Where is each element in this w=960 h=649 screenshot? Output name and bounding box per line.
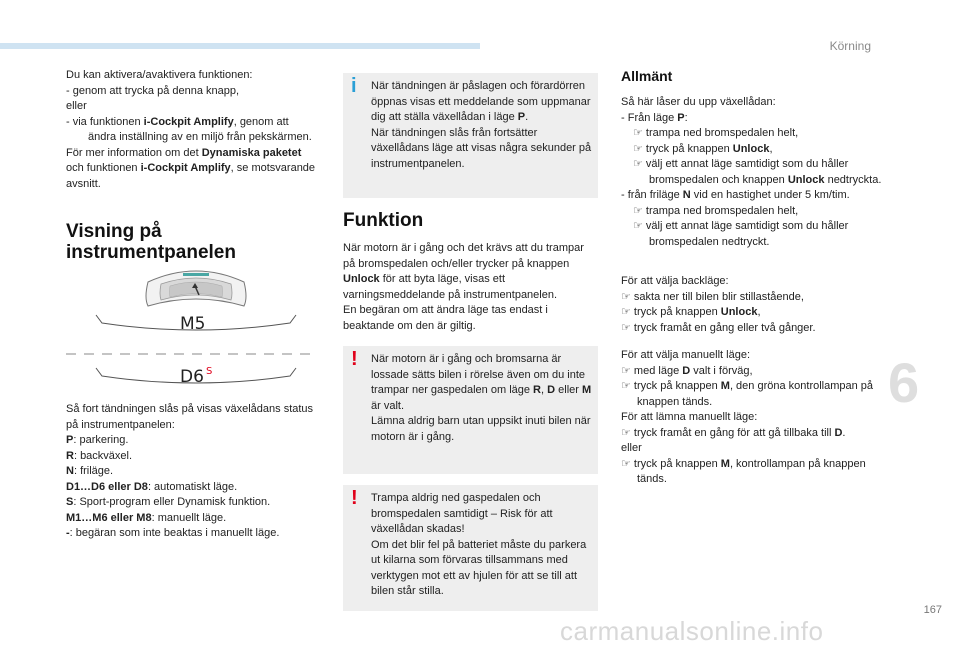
manual-intro: För att välja manuellt läge:	[621, 349, 751, 361]
function-text-2: En begäran om att ändra läge tas endast i beaktande om den är giltig.	[343, 304, 548, 332]
reverse-step-3: ☞ tryck framåt en gång eller två gånger.	[621, 321, 816, 334]
display-m-text: M5	[180, 314, 206, 334]
reverse-section	[621, 274, 883, 336]
manual-section	[621, 348, 883, 488]
reverse-step-1: ☞ sakta ner till bilen blir stillastående,	[621, 290, 804, 303]
reverse-step-2: ☞ tryck på knappen Unlock,	[621, 306, 761, 318]
display-d-text: D6	[180, 367, 204, 387]
function-heading: Funktion	[343, 210, 424, 231]
page-number: 167	[923, 604, 942, 616]
info-text: När tändningen är påslagen och förardörren öppnas visas ett meddelande som uppmanar dig att ställa växellådan i läge P. När tändningen slås från fortsätter växellådans läge att visas några sekunder på instrumentpanelen.	[371, 80, 592, 170]
pointer-bullet-icon: ☞	[633, 127, 643, 139]
leave-step-1: ☞ tryck framåt en gång för att gå tillbaka till D.	[621, 426, 846, 439]
general-heading: Allmänt	[621, 68, 673, 84]
watermark: carmanualsonline.info	[560, 616, 824, 646]
warning-icon: !	[351, 348, 358, 370]
or-text: eller	[66, 100, 87, 112]
status-n: N: friläge.	[66, 465, 114, 477]
function-body	[343, 241, 598, 334]
warning-text-1: När motorn är i gång och bromsarna är lossade sätts bilen i rörelse även om du inte trampar ner gaspedalen om läge R, D eller M är valt. Lämna aldrig barn utan uppsikt inuti bilen när motorn är i gång.	[371, 353, 592, 443]
status-p: P: parkering.	[66, 434, 129, 446]
status-intro: Så fort tändningen slås på visas växelådans status på instrumentpanelen:	[66, 403, 314, 431]
pointer-bullet-icon: ☞	[621, 290, 631, 303]
left-column	[66, 68, 316, 192]
section-title: Körning	[829, 39, 871, 53]
from-p-step-1: ☞ trampa ned bromspedalen helt,	[633, 127, 799, 139]
warning-box-1	[343, 346, 598, 474]
reverse-intro: För att välja backläge:	[621, 275, 729, 287]
from-n-step-2: ☞ välj ett annat läge samtidigt som du håller bromspedalen nedtryckt.	[633, 220, 849, 248]
from-n-step-1: ☞ trampa ned bromspedalen helt,	[633, 204, 799, 217]
warning-text-2: Trampa aldrig ned gaspedalen och bromspedalen samtidigt – Risk för att växellådan skadas! Om det blir fel på batteriet måste du parkera ut kilarna som förvaras tillsammans med verktygen mot ett av hjulen för att se till att bilen står stilla.	[371, 492, 587, 597]
pointer-bullet-icon: ☞	[621, 380, 631, 392]
leave-step-2: ☞ tryck på knappen M, kontrollampan på knappen tänds.	[621, 457, 866, 485]
unlock-section	[621, 95, 883, 250]
intro-text: Du kan aktivera/avaktivera funktionen:	[66, 69, 253, 81]
info-box	[343, 73, 598, 198]
pointer-bullet-icon: ☞	[621, 457, 631, 470]
from-n: - från friläge N vid en hastighet under 5 km/tim.	[621, 189, 850, 201]
pointer-bullet-icon: ☞	[621, 426, 631, 439]
display-sport-text: S	[206, 366, 213, 377]
pointer-bullet-icon: ☞	[621, 364, 631, 377]
chapter-number: 6	[888, 351, 920, 414]
gearbox-display-illustration	[66, 262, 326, 397]
status-list	[66, 402, 326, 542]
more-info-text: För mer information om det Dynamiska paketet och funktionen i-Cockpit Amplify, se motsvarande avsnitt.	[66, 146, 316, 190]
mode-display-d	[96, 366, 296, 387]
status-m: M1…M6 eller M8: manuellt läge.	[66, 511, 227, 524]
from-p-step-3: ☞ välj ett annat läge samtidigt som du håller bromspedalen och knappen Unlock nedtryckta.	[633, 158, 882, 186]
info-icon: i	[351, 75, 357, 97]
pointer-bullet-icon: ☞	[633, 204, 643, 217]
manual-step-1: ☞ med läge D valt i förväg,	[621, 364, 753, 377]
status-r: R: backväxel.	[66, 449, 133, 462]
display-heading: Visning på instrumentpanelen	[66, 221, 236, 263]
warning-box-2	[343, 485, 598, 611]
manual-step-2: ☞ tryck på knappen M, den gröna kontrollampan på knappen tänds.	[621, 380, 874, 408]
pointer-bullet-icon: ☞	[621, 321, 631, 334]
leave-intro: För att lämna manuellt läge:	[621, 411, 758, 423]
option-amplify: - via funktionen i-Cockpit Amplify, genom att ändra inställning av en miljö från pekskärmen.	[66, 115, 312, 143]
status-dash: -: begäran som inte beaktas i manuellt läge.	[66, 527, 280, 539]
function-text-1: När motorn är i gång och det krävs att du trampar på bromspedalen och/eller trycker på knappen Unlock för att byta läge, visas ett varningsmeddelande på instrumentpanelen.	[343, 242, 584, 301]
pointer-bullet-icon: ☞	[633, 220, 643, 232]
warning-icon: !	[351, 487, 358, 509]
mode-display-m	[96, 314, 296, 334]
option-button: - genom att trycka på denna knapp,	[66, 84, 240, 97]
top-accent-bar	[0, 43, 480, 49]
from-p: - Från läge P:	[621, 111, 688, 124]
from-p-step-2: ☞ tryck på knappen Unlock,	[633, 142, 773, 155]
or-text-right: eller	[621, 442, 642, 454]
status-s: S: Sport-program eller Dynamisk funktion.	[66, 496, 271, 508]
amplify-button-icon	[146, 271, 246, 306]
pointer-bullet-icon: ☞	[621, 306, 631, 318]
pointer-bullet-icon: ☞	[633, 142, 643, 155]
unlock-intro: Så här låser du upp växellådan:	[621, 96, 776, 108]
pointer-bullet-icon: ☞	[633, 158, 643, 170]
status-d: D1…D6 eller D8: automatiskt läge.	[66, 480, 238, 493]
